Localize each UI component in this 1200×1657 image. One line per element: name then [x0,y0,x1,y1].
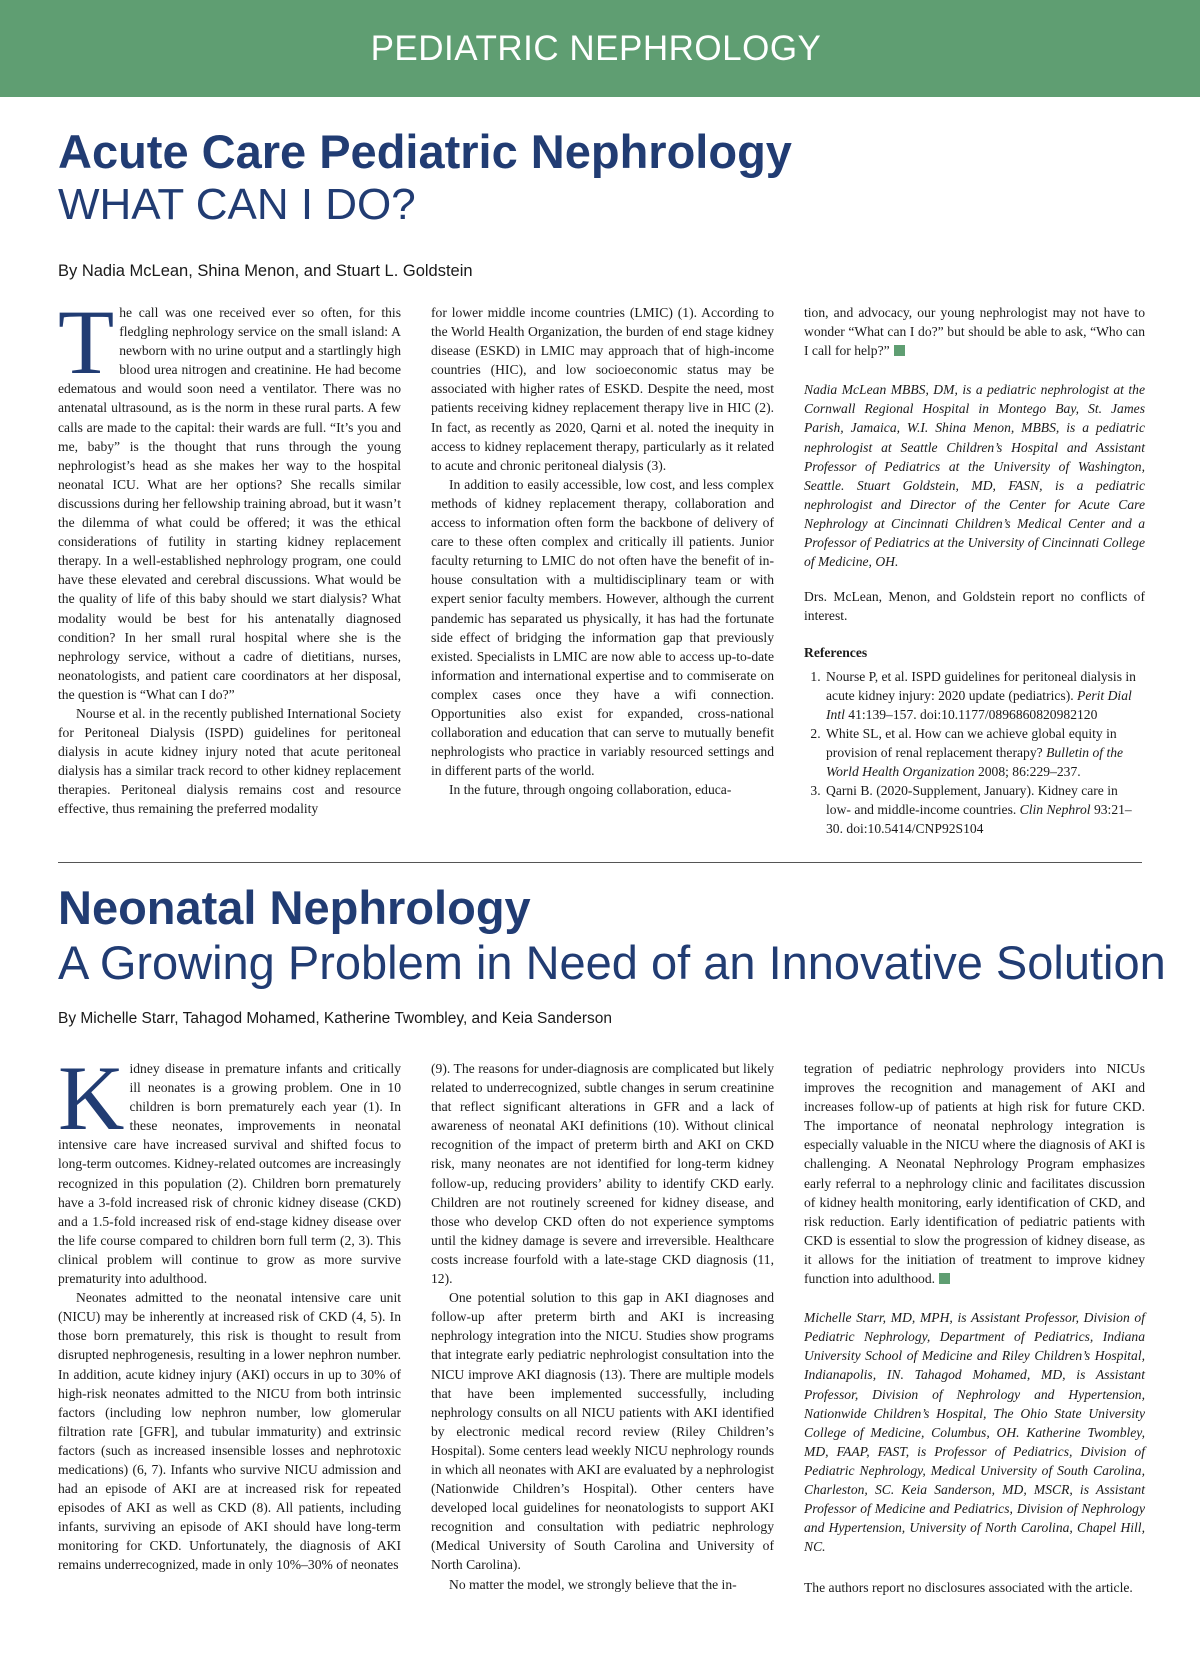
drop-cap: T [58,291,115,393]
article1-byline: By Nadia McLean, Shina Menon, and Stuart L. Goldstein [58,262,473,280]
article1-paragraph: for lower middle income countries (LMIC) (1). According to the World Health Organization, the burden of end stage kidney disease (ESKD) in LMIC may approach that of high-income countries (HIC), and low socioeconomic status may be associated with higher rates of ESKD. Despite the need, most patients receiving kidney replacement therapy live in HIC (2). In fact, as recently as 2020, Qarni et al. noted the inequity in access to kidney replacement therapy, particularly as it related to acute and chronic peritoneal dialysis (3). [431,305,774,473]
references-list [804,667,1145,839]
article2-paragraph: No matter the model, we strongly believe that the in- [449,1576,737,1592]
article2-paragraph: One potential solution to this gap in AKI diagnoses and follow-up after preterm birth and AKI is increasing nephrology integration into the NICU. Studies show programs that integrate early pediatric nephrologist consultation into the NICU improve AKI diagnosis (13). There are multiple models that have been implemented successfully, including nephrology consults on all NICU patients with AKI identified by electronic medical record review (Riley Children’s Hospital). Some centers lead weekly NICU nephrology rounds in which all neonates with AKI are evaluated by a nephrologist (Nationwide Children’s Hospital). Other centers have developed local guidelines for neonatologists to support AKI recognition and consultation with pediatric nephrology (Medical University of South Carolina and University of North Carolina). [431,1290,774,1573]
article1-column-2 [431,303,774,799]
article1-paragraph: The call was one received ever so often, for this fledgling nephrology service on the small island: A newborn with no urine output and a startlingly high blood urea nitrogen and creatinine. He had become edematous and would soon need a ventilator. There was no antenatal ultrasound, as is the norm in these rural parts. A few calls are made to the capital: their wards are full. “It’s you and me, baby” is the thought that runs through the young nephrologist’s head as she makes her way to the hospital neonatal ICU. What are her options? She recalls similar discussions during her fellowship training abroad, but it wasn’t the dilemma of what could be offered; it was the ethical considerations of futility in starting kidney replacement therapy. In a well-established nephrology program, one could have these elevated and cerebral discussions. What would be the quality of life of this baby should we start dialysis? What modality would be best for his antenatally diagnosed condition? In her small rural hospital where she is the nephrology service, without a cadre of dietitians, nurses, neonatologists, and patient care coordinators at her disposal, the question is “What can I do?” [58,291,401,702]
article1-subtitle: WHAT CAN I DO? [58,180,416,229]
reference-item: 1. Nourse P, et al. ISPD guidelines for peritoneal dialysis in acute kidney injury: 2020 update (pediatrics). Perit Dial Intl 41:139–157. doi:10.1177/0896860820982120 [824,667,1145,724]
article1-paragraph: In the future, through ongoing collaboration, educa- [449,782,732,798]
article1-column-3 [804,303,1145,838]
article1-paragraph: In addition to easily accessible, low cost, and less complex methods of kidney replacement therapy, collaboration and access to information often form the backbone of delivery of care to these often complex and critically ill patients. Junior faculty returning to LMIC do not often have the benefit of in-house consultation with a multidisciplinary team or with expert senior faculty members. However, although the current pandemic has separated us physically, it has had the fortunate side effect of bridging the information gap that previously existed. Specialists in LMIC are now able to access up-to-date information and international expertise and to commiserate on complex cases once they have a wifi connection. Opportunities also exist for expanded, cross-national collaboration and education that can serve to mutually benefit nephrologists who practice in variably resourced settings and in different parts of the world. [431,476,774,779]
reference-item: 3. Qarni B. (2020-Supplement, January). Kidney care in low- and middle-income countries. Clin Nephrol 93:21–30. doi:10.5414/CNP92S104 [824,781,1145,838]
section-divider [58,862,1142,863]
author-bio: Michelle Starr, MD, MPH, is Assistant Professor, Division of Pediatric Nephrology, Department of Pediatrics, Indiana University School of Medicine and Riley Children’s Hospital, Indianapolis, IN. Tahagod Mohamed, MD, is Assistant Professor, Division of Nephrology and Hypertension, Nationwide Children’s Hospital, The Ohio State University College of Medicine, Columbus, OH. Katherine Twombley, MD, FAAP, FAST, is Professor of Pediatrics, Division of Pediatric Nephrology, Medical University of South Carolina, Charleston, SC. Keia Sanderson, MD, MSCR, is Assistant Professor of Medicine and Pediatrics, Division of Nephrology and Hypertension, University of North Carolina, Chapel Hill, NC. [804,1310,1145,1555]
article2-subtitle: A Growing Problem in Need of an Innovative Solution [58,936,1166,989]
article2-column-1 [58,1047,401,1575]
end-mark-icon [939,1273,950,1284]
article2-byline: By Michelle Starr, Tahagod Mohamed, Katherine Twombley, and Keia Sanderson [58,1010,613,1027]
article1-column-1 [58,291,401,819]
article2-column-3 [804,1059,1145,1597]
conflict-statement: Drs. McLean, Menon, and Goldstein report no conflicts of interest. [804,589,1145,624]
article2-title: Neonatal Nephrology [58,881,531,934]
reference-item: 2. White SL, et al. How can we achieve global equity in provision of renal replacement therapy? Bulletin of the World Health Organization 2008; 86:229–237. [824,724,1145,781]
article2-paragraph: (9). The reasons for under-diagnosis are complicated but likely related to underrecognized, subtle changes in serum creatinine that reflect significant alterations in GFR and a lack of awareness of neonatal AKI definitions (10). Without clinical recognition of the impact of preterm birth and AKI on CKD risk, many neonates are not identified for long-term kidney follow-up, reducing providers’ ability to identify CKD early. Children are not routinely screened for kidney disease, and those who develop CKD often do not experience symptoms until the kidney damage is severe and irreversible. Healthcare costs increase fourfold with a late-stage CKD diagnosis (11, 12). [431,1061,774,1287]
article2-column-2 [431,1059,774,1594]
end-mark-icon [894,345,905,356]
drop-cap: K [58,1047,125,1149]
article1-title: Acute Care Pediatric Nephrology [58,125,792,178]
section-banner-label: PEDIATRIC NEPHROLOGY [370,28,822,68]
references-heading: References [804,645,868,661]
section-banner [0,0,1200,97]
disclosure-statement: The authors report no disclosures associated with the article. [804,1580,1133,1596]
article1-paragraph: Nourse et al. in the recently published International Society for Peritoneal Dialysis (ISPD) guidelines for peritoneal dialysis in acute kidney injury noted that acute peritoneal dialysis has a similar track record to other kidney replacement therapies. Peritoneal dialysis remains cost and resource effective, thus remaining the preferred modality [58,705,401,817]
article2-paragraph: tegration of pediatric nephrology providers into NICUs improves the recognition and management of AKI and increases follow-up of patients at high risk for future CKD. The importance of neonatal nephrology integration is especially valuable in the NICU where the diagnosis of AKI is challenging. A Neonatal Nephrology Program emphasizes early referral to a nephrology clinic and facilitates discussion of kidney health monitoring, early identification of CKD, and risk reduction. Early identification of pediatric patients with CKD is essential to slow the progression of kidney disease, as it allows for the initiation of treatment to improve kidney function into adulthood. [804,1061,1145,1287]
article2-paragraph: Kidney disease in premature infants and critically ill neonates is a growing problem. One in 10 children is born prematurely each year (1). In these neonates, improvements in neonatal intensive care have increased survival and shifted focus to long-term outcomes. Kidney-related outcomes are increasingly recognized in this population (2). Children born prematurely have a 3-fold increased risk of chronic kidney disease (CKD) and a 1.5-fold increased risk of end-stage kidney disease over the life course compared to children born full term (2, 3). This clinical problem will continue to grow as more survive prematurity into adulthood. [58,1047,401,1287]
article1-paragraph: tion, and advocacy, our young nephrologist may not have to wonder “What can I do?” but should be able to ask, “Who can I call for help?” [804,305,1145,359]
article2-paragraph: Neonates admitted to the neonatal intensive care unit (NICU) may be inherently at increased risk of CKD (4, 5). In those born prematurely, this risk is thought to result from disrupted nephrogenesis, resulting in a lower nephron number. In addition, acute kidney injury (AKI) occurs in up to 30% of high-risk neonates admitted to the NICU from both intrinsic factors (including low nephron number, low glomerular filtration rate [GFR], and tubular immaturity) and extrinsic factors (such as increased insensible losses and nephrotoxic medications) (6, 7). Infants who survive NICU admission and had an episode of AKI are at increased risk for repeated episodes of AKI as well as CKD (8). All patients, including infants, surviving an episode of AKI should have long-term monitoring for CKD. Unfortunately, the diagnosis of AKI remains underrecognized, made in only 10%–30% of neonates [58,1290,401,1573]
author-bio: Nadia McLean MBBS, DM, is a pediatric nephrologist at the Cornwall Regional Hospital in Montego Bay, St. James Parish, Jamaica, W.I. Shina Menon, MBBS, is a pediatric nephrologist at Seattle Children’s Hospital and Assistant Professor of Pediatrics at the University of Washington, Seattle. Stuart Goldstein, MD, FASN, is a pediatric nephrologist and Director of the Center for Acute Care Nephrology at Cincinnati Children’s Medical Center and a Professor of Pediatrics at the University of Cincinnati College of Medicine, OH. [804,382,1145,570]
